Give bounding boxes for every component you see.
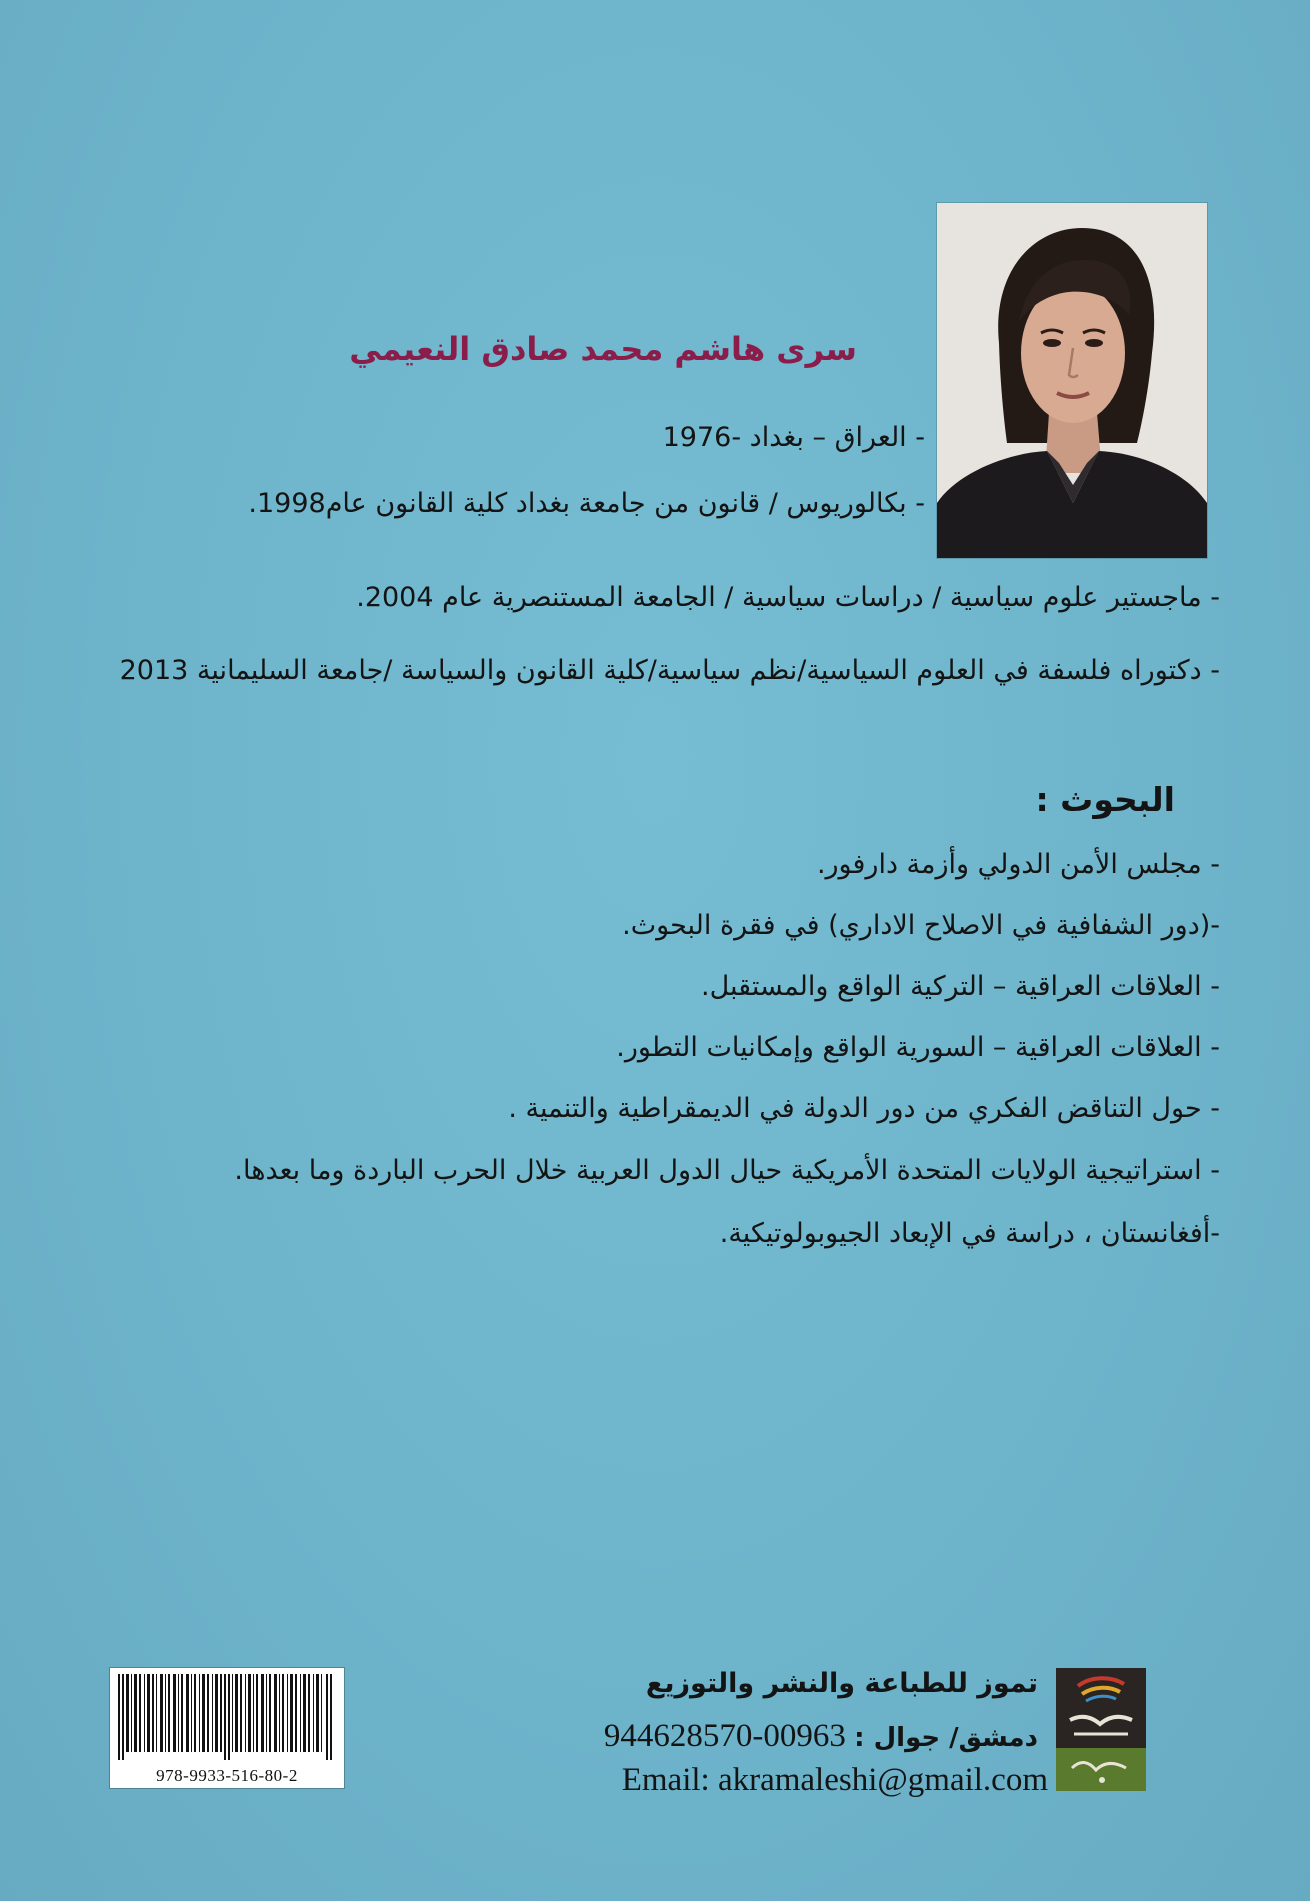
- publisher-contact: [478, 1718, 1038, 1755]
- bio-doctorate: - دكتوراه فلسفة في العلوم السياسية/نظم سياسية/كلية القانون والسياسة /جامعة السليمانية 2013: [119, 655, 1220, 686]
- publisher-logo: [1056, 1668, 1146, 1791]
- research-list: [100, 834, 1220, 1264]
- research-item: - استراتيجية الولايات المتحدة الأمريكية حيال الدول العربية خلال الحرب الباردة وما بعدها.: [234, 1155, 1220, 1186]
- isbn-number: 978-9933-516-80-2: [156, 1766, 298, 1785]
- research-item: -(دور الشفافية في الاصلاح الاداري) في فقرة البحوث.: [622, 910, 1220, 941]
- research-item: - حول التناقض الفكري من دور الدولة في الديمقراطية والتنمية .: [508, 1093, 1220, 1124]
- publisher-name: تموز للطباعة والنشر والتوزيع: [645, 1668, 1038, 1699]
- contact-label: دمشق/ جوال :: [854, 1723, 1038, 1753]
- barcode: [110, 1668, 344, 1788]
- author-portrait-icon: [937, 203, 1207, 558]
- author-name: سرى هاشم محمد صادق النعيمي: [349, 330, 857, 368]
- research-item: - مجلس الأمن الدولي وأزمة دارفور.: [816, 849, 1220, 880]
- tammuz-publisher-logo-icon: [1056, 1668, 1146, 1791]
- publisher-email: Email: akramaleshi@gmail.com: [621, 1762, 1048, 1798]
- bio-birth: - العراق – بغداد -1976: [662, 422, 925, 453]
- bio-bachelor: - بكالوريوس / قانون من جامعة بغداد كلية القانون عام1998.: [248, 488, 925, 519]
- research-item: -أفغانستان ، دراسة في الإبعاد الجيوبولوتيكية.: [719, 1218, 1220, 1249]
- barcode-icon: [116, 1674, 338, 1760]
- research-item: - العلاقات العراقية – السورية الواقع وإمكانيات التطور.: [616, 1032, 1220, 1063]
- research-heading: البحوث :: [1035, 780, 1175, 819]
- phone-number: 944628570-00963: [603, 1718, 846, 1754]
- author-photo: [937, 203, 1207, 558]
- bio-master: - ماجستير علوم سياسية / دراسات سياسية / الجامعة المستنصرية عام 2004.: [356, 582, 1220, 613]
- research-item: - العلاقات العراقية – التركية الواقع والمستقبل.: [701, 971, 1220, 1002]
